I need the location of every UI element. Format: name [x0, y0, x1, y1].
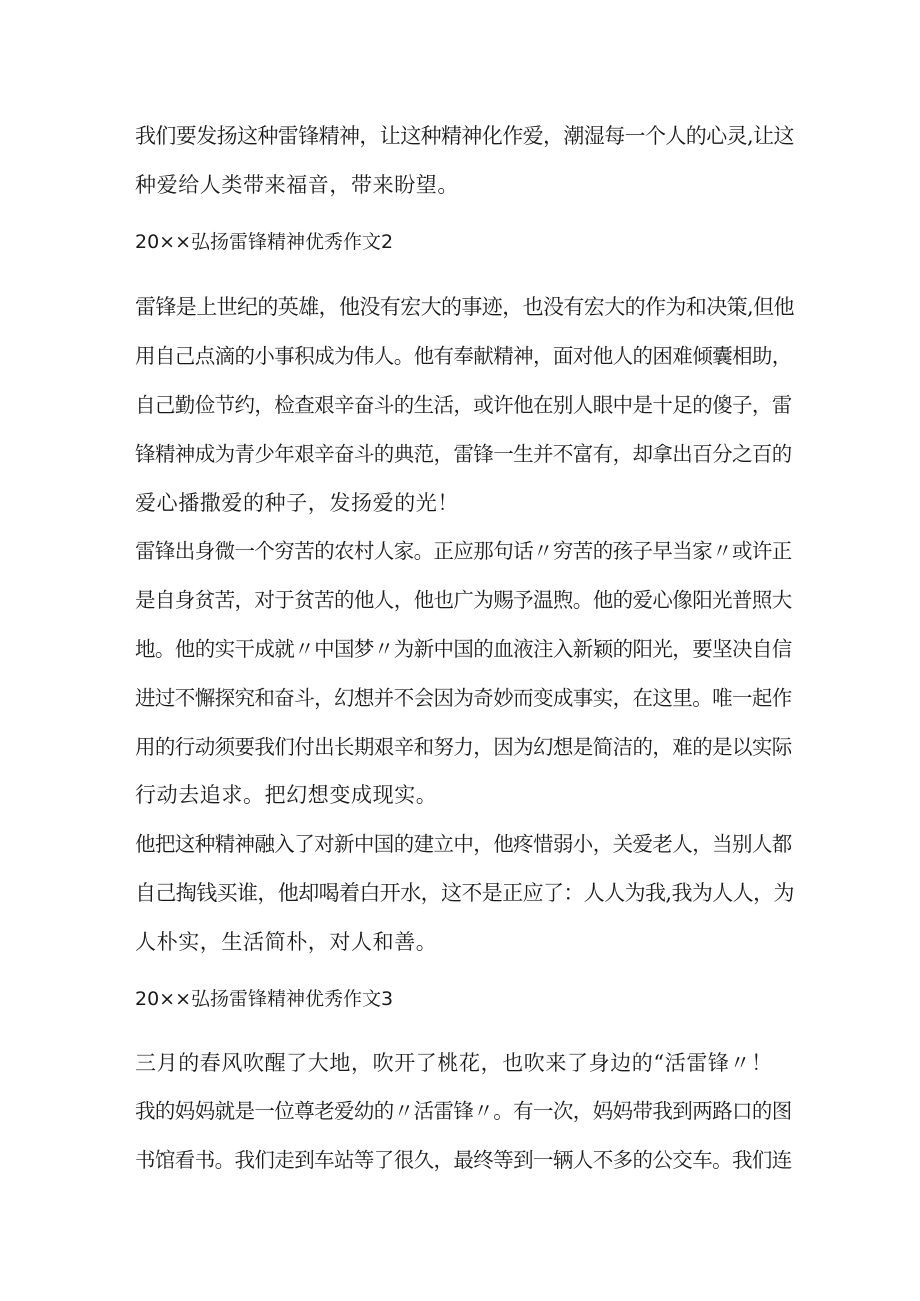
paragraph-line: 自己掏钱买谁，他却喝着白开水，这不是正应了：人人为我,我为人人，为: [135, 881, 794, 905]
paragraph-line: 是自身贫苦，对于贫苦的他人，他也广为赐予温煦。他的爱心像阳光普照大: [135, 588, 792, 612]
section-heading: 20××弘扬雷锋精神优秀作文3: [135, 988, 394, 1010]
paragraph-line: 书馆看书。我们走到车站等了很久，最终等到一辆人不多的公交车。我们连: [135, 1148, 792, 1172]
paragraph-line: 他把这种精神融入了对新中国的建立中，他疼惜弱小，关爱老人，当别人都: [135, 832, 792, 856]
paragraph-line: 三月的春风吹醒了大地，吹开了桃花，也吹来了身边的“活雷锋〃！: [135, 1051, 773, 1075]
paragraph-line: 锋精神成为青少年艰辛奋斗的典范，雷锋一生并不富有，却拿出百分之百的: [135, 442, 792, 466]
paragraph-line: 我们要发扬这种雷锋精神，让这种精神化作爱，潮湿每一个人的心灵,让这: [135, 124, 794, 148]
paragraph-line: 爱心播撒爱的种子，发扬爱的光！: [135, 491, 459, 515]
paragraph-line: 雷锋出身微一个穷苦的农村人家。正应那句话〃穷苦的孩子早当家〃或许正: [135, 539, 792, 563]
paragraph-line: 用的行动须要我们付出长期艰辛和努力，因为幻想是简洁的，难的是以实际: [135, 735, 792, 759]
paragraph-line: 人朴实，生活简朴，对人和善。: [135, 930, 438, 954]
paragraph-line: 我的妈妈就是一位尊老爱幼的〃活雷锋〃。有一次，妈妈带我到两路口的图: [135, 1099, 792, 1123]
paragraph-line: 自己勤俭节约，检查艰辛奋斗的生活，或许他在别人眼中是十足的傻子，雷: [135, 393, 792, 417]
paragraph-line: 用自己点滴的小事积成为伟人。他有奉献精神，面对他人的困难倾囊相助，: [135, 344, 792, 368]
paragraph-line: 进过不懈探究和奋斗，幻想并不会因为奇妙而变成事实，在这里。唯一起作: [135, 686, 792, 710]
section-heading: 20××弘扬雷锋精神优秀作文2: [135, 231, 394, 253]
paragraph-line: 雷锋是上世纪的英雄，他没有宏大的事迹，也没有宏大的作为和决策,但他: [135, 295, 794, 319]
paragraph-line: 种爱给人类带来福音，带来盼望。: [135, 173, 459, 197]
paragraph-line: 行动去追求。把幻想变成现实。: [135, 783, 438, 807]
paragraph-line: 地。他的实干成就〃中国梦〃为新中国的血液注入新颖的阳光，要坚决自信: [135, 637, 792, 661]
